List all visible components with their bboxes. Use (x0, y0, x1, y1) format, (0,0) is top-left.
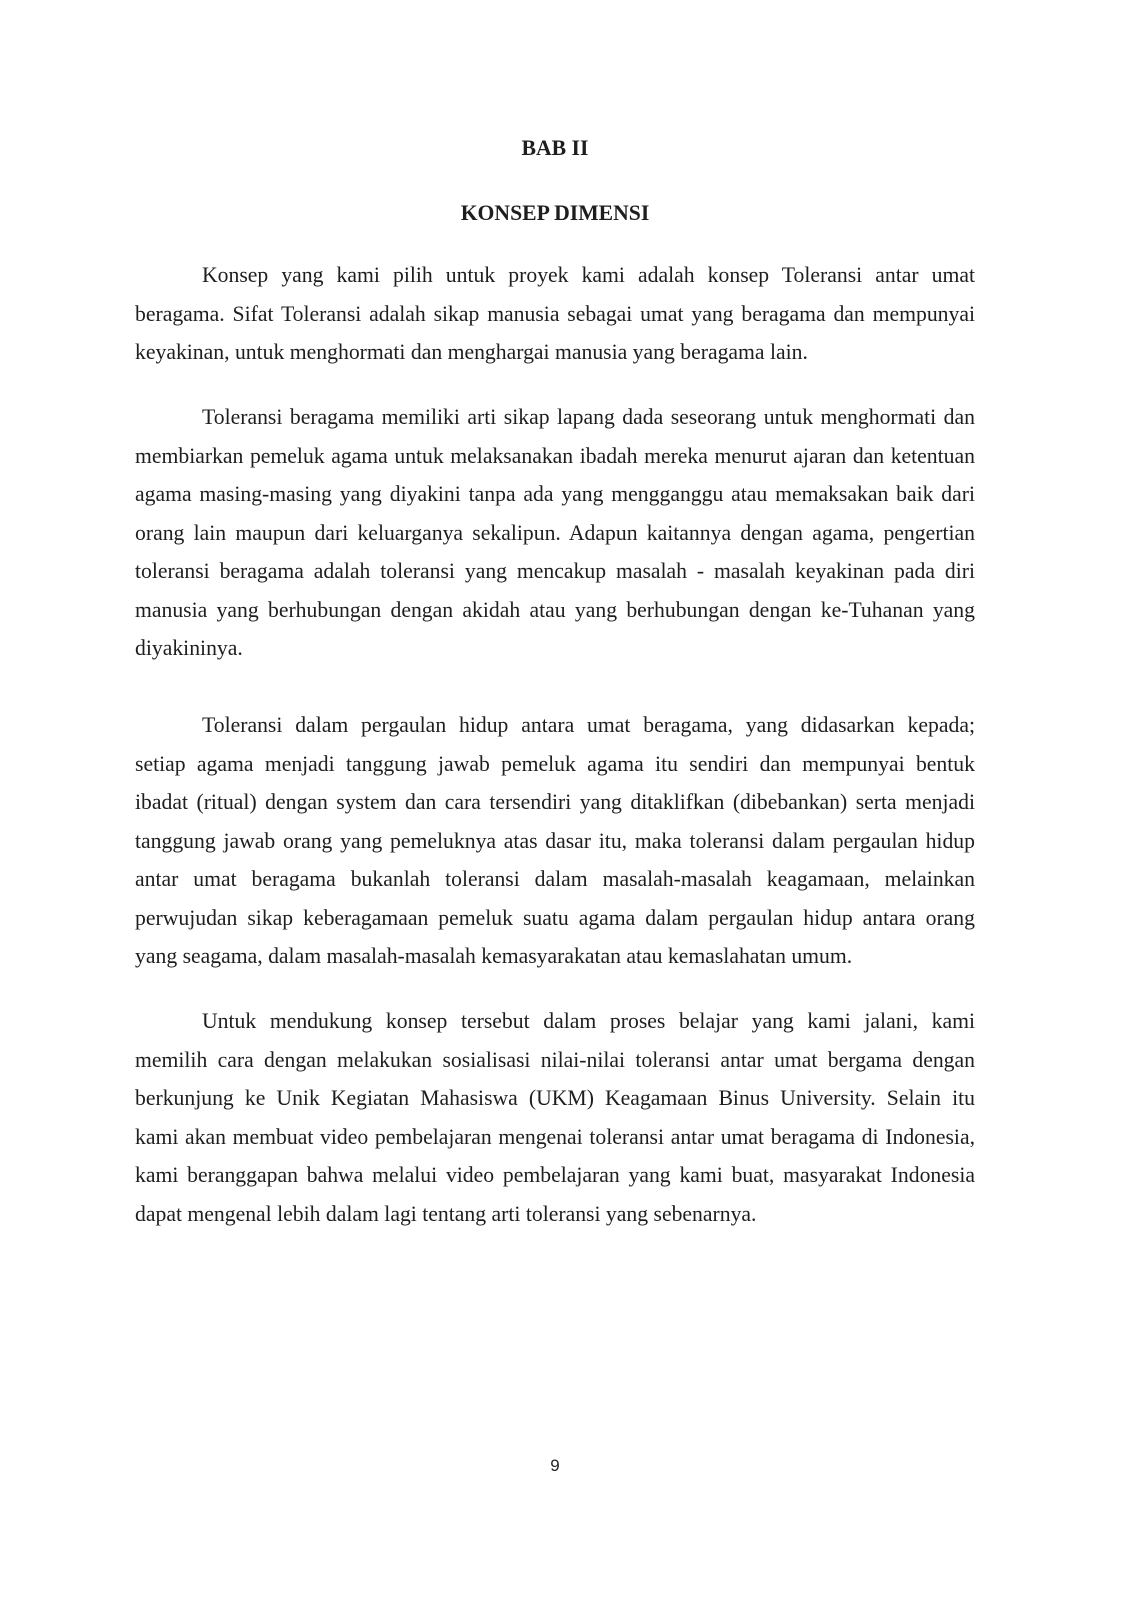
paragraph (135, 706, 975, 976)
paragraph-line: manusia yang berhubungan dengan akidah atau yang berhubungan dengan ke-Tuhanan yang (135, 597, 975, 622)
paragraph (135, 256, 975, 372)
paragraph-line: orang lain maupun dari keluarganya sekalipun. Adapun kaitannya dengan agama, pengertian (135, 520, 975, 545)
paragraph-line: keyakinan, untuk menghormati dan menghargai manusia yang beragama lain. (135, 340, 808, 364)
paragraph-line: agama masing-masing yang diyakini tanpa ada yang mengganggu atau memaksakan baik dari (135, 482, 975, 506)
paragraph-line: ibadat (ritual) dengan system dan cara tersendiri yang ditaklifkan (dibebankan) serta menjadi (135, 790, 975, 814)
paragraph-line: antar umat beragama bukanlah toleransi dalam masalah-masalah keagamaan, melainkan (135, 867, 975, 891)
paragraph-line: yang seagama, dalam masalah-masalah kemasyarakatan atau kemaslahatan umum. (135, 944, 853, 968)
paragraph-line: Untuk mendukung konsep tersebut dalam proses belajar yang kami jalani, kami (202, 1009, 975, 1033)
paragraph-line: Toleransi dalam pergaulan hidup antara umat beragama, yang didasarkan kepada; (202, 713, 975, 737)
paragraph-line: memilih cara dengan melakukan sosialisasi nilai-nilai toleransi antar umat bergama dengan (135, 1047, 975, 1072)
paragraph (135, 398, 975, 668)
paragraph (135, 1002, 975, 1233)
paragraph-line: tanggung jawab orang yang pemeluknya atas dasar itu, maka toleransi dalam pergaulan hidup (135, 828, 975, 853)
paragraph-line: perwujudan sikap keberagamaan pemeluk suatu agama dalam pergaulan hidup antara orang (135, 905, 975, 930)
paragraph-line: Toleransi beragama memiliki arti sikap lapang dada seseorang untuk menghormati dan (202, 405, 975, 429)
paragraph-line: kami akan membuat video pembelajaran mengenai toleransi antar umat beragama di Indonesia, (135, 1124, 975, 1149)
chapter-label: BAB II (521, 136, 589, 160)
paragraph-line: diyakininya. (135, 636, 243, 660)
paragraph-line: berkunjung ke Unik Kegiatan Mahasiswa (UKM) Keagamaan Binus University. Selain itu (135, 1086, 975, 1110)
paragraph-line: membiarkan pemeluk agama untuk melaksanakan ibadah mereka menurut ajaran dan ketentuan (135, 443, 975, 468)
page-number: 9 (550, 1456, 560, 1475)
paragraph-line: dapat mengenal lebih dalam lagi tentang arti toleransi yang sebenarnya. (135, 1201, 757, 1226)
paragraph-line: Konsep yang kami pilih untuk proyek kami adalah konsep Toleransi antar umat (202, 263, 975, 287)
paragraph-line: kami beranggapan bahwa melalui video pembelajaran yang kami buat, masyarakat Indonesia (135, 1163, 975, 1187)
paragraph-line: setiap agama menjadi tanggung jawab pemeluk agama itu sendiri dan mempunyai bentuk (135, 751, 975, 776)
paragraph-line: beragama. Sifat Toleransi adalah sikap manusia sebagai umat yang beragama dan mempunyai (135, 301, 975, 326)
paragraph-line: toleransi beragama adalah toleransi yang mencakup masalah - masalah keyakinan pada diri (135, 559, 975, 583)
chapter-title: KONSEP DIMENSI (460, 201, 650, 225)
